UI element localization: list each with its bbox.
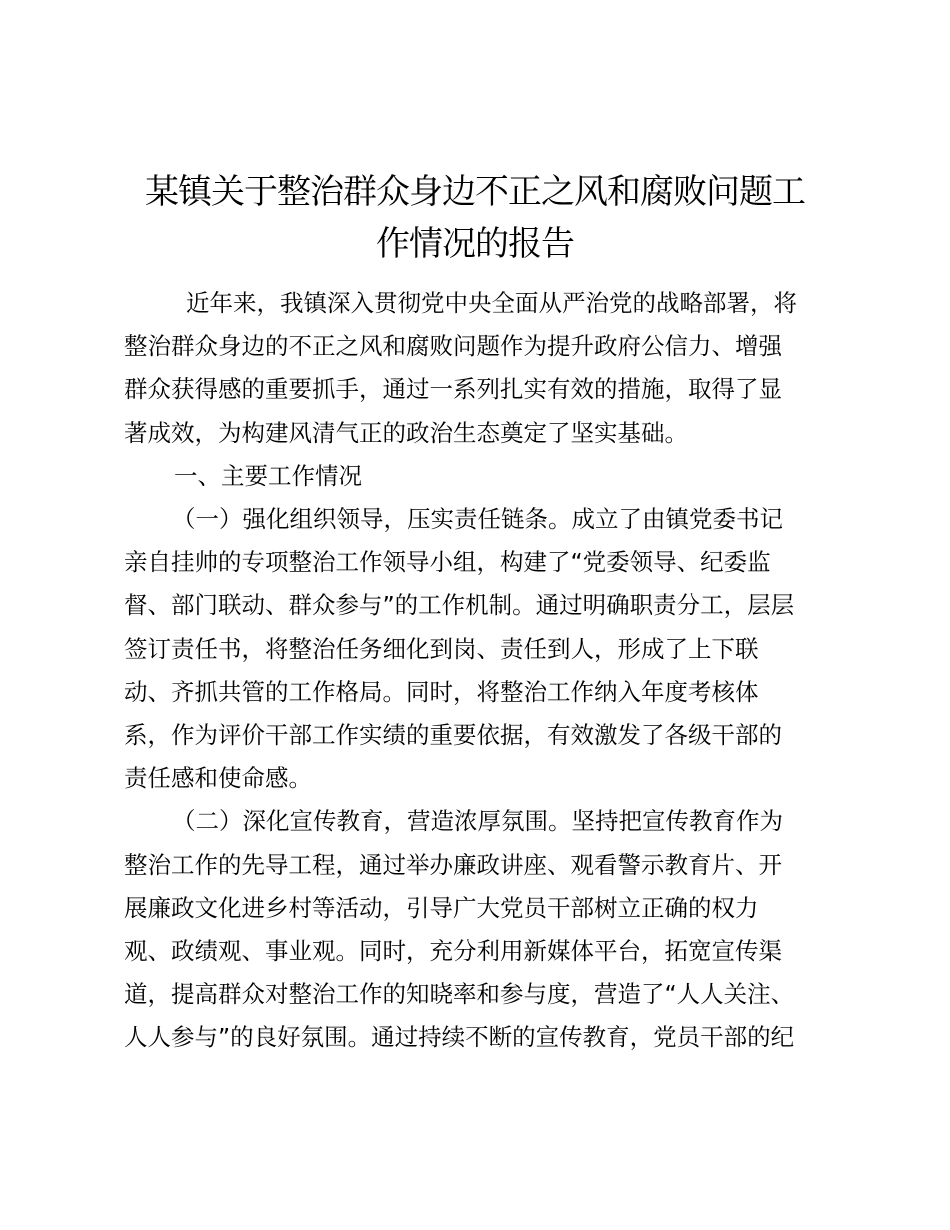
title-line: 某镇关于整治群众身边不正之风和腐败问题工 (145, 172, 805, 212)
document-title (125, 166, 825, 270)
text-line: 一、主要工作情况 (174, 461, 362, 490)
text-line: 整治群众身边的不正之风和腐败问题作为提升政府公信力、增强 (124, 332, 782, 361)
text-line: 人人参与”的良好氛围。通过持续不断的宣传教育，党员干部的纪 (124, 1023, 795, 1052)
text-line: 督、部门联动、群众参与”的工作机制。通过明确职责分工，层层 (124, 591, 795, 620)
paragraph-section-2 (124, 800, 836, 1059)
text-line: 近年来，我镇深入贯彻党中央全面从严治党的战略部署，将 (186, 289, 797, 317)
text-line: 责任感和使命感。 (124, 764, 312, 793)
text-line: 观、政绩观、事业观。同时，充分利用新媒体平台，拓宽宣传渠 (124, 937, 782, 966)
text-line: 动、齐抓共管的工作格局。同时，将整治工作纳入年度考核体 (124, 677, 759, 706)
document-body (124, 282, 836, 1060)
text-line: 展廉政文化进乡村等活动，引导广大党员干部树立正确的权力 (124, 893, 759, 922)
text-line: 亲自挂帅的专项整治工作领导小组，构建了“党委领导、纪委监 (124, 548, 771, 577)
text-line: （一）强化组织领导，压实责任链条。成立了由镇党委书记 (172, 505, 783, 534)
text-line: 道，提高群众对整治工作的知晓率和参与度，营造了“人人关注、 (124, 980, 795, 1009)
section-heading (124, 455, 836, 498)
title-line: 作情况的报告 (376, 224, 574, 264)
text-line: 系，作为评价干部工作实绩的重要依据，有效激发了各级干部的 (124, 721, 782, 750)
text-line: 签订责任书，将整治任务细化到岗、责任到人，形成了上下联 (124, 634, 759, 663)
text-line: 整治工作的先导工程，通过举办廉政讲座、观看警示教育片、开 (124, 850, 782, 879)
paragraph-section-1 (124, 498, 836, 800)
paragraph-intro (124, 282, 836, 455)
text-line: 群众获得感的重要抓手，通过一系列扎实有效的措施，取得了显 (124, 375, 782, 404)
text-line: （二）深化宣传教育，营造浓厚氛围。坚持把宣传教育作为 (172, 807, 783, 836)
text-line: 著成效，为构建风清气正的政治生态奠定了坚实基础。 (124, 418, 688, 447)
